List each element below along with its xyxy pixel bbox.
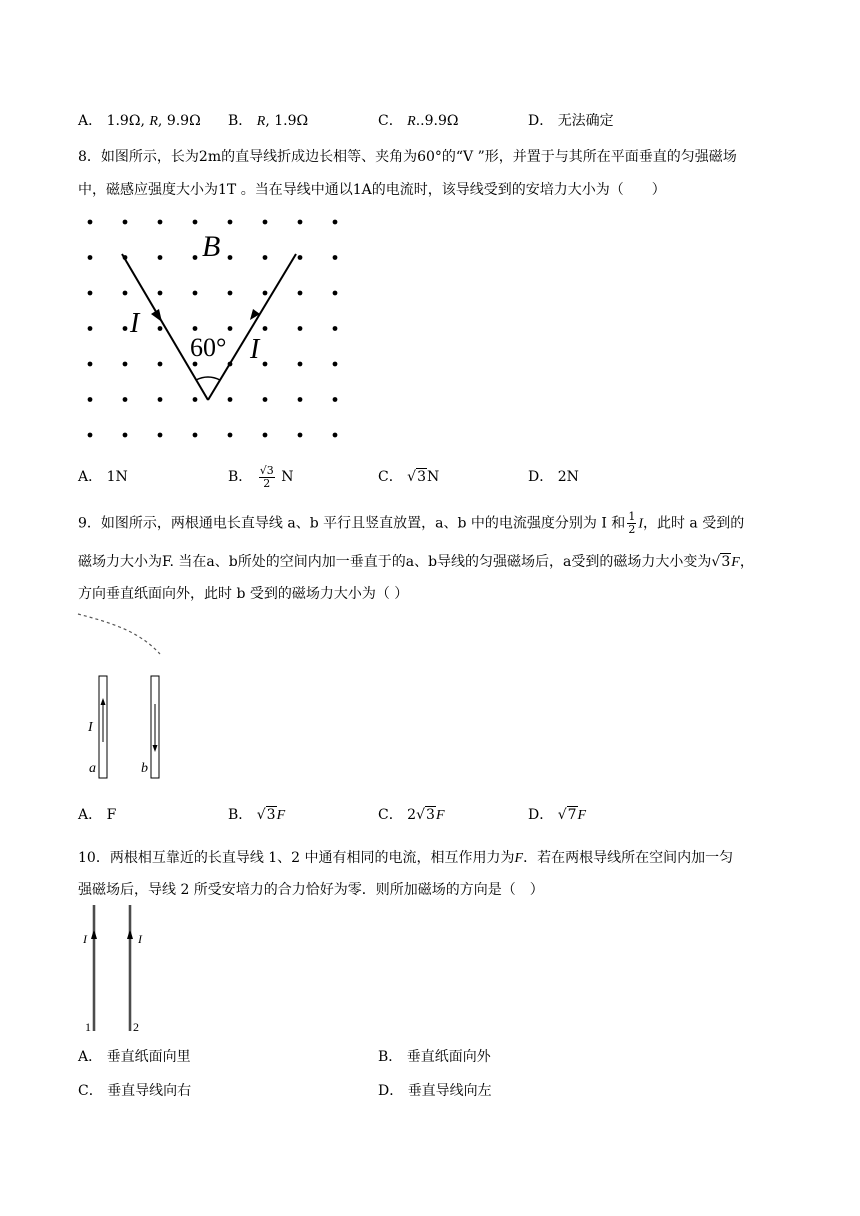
field-dot (228, 433, 233, 438)
square-root: √3 (256, 807, 276, 823)
option-text: 无法确定 (557, 113, 614, 129)
q8-option-c (378, 467, 439, 487)
field-dot (298, 362, 303, 367)
field-dot (88, 255, 93, 260)
option-label: B． (378, 1049, 403, 1065)
field-dot (123, 220, 128, 225)
q10-stem-line-2: 强磁场后，导线 2 所受安培力的合力恰好为零．则所加磁场的方向是（ ） (78, 882, 544, 898)
field-dot (263, 362, 268, 367)
option-text: 垂直导线向右 (107, 1083, 192, 1099)
option-var: F (435, 808, 445, 823)
field-dot (193, 433, 198, 438)
option-var: F (577, 808, 587, 823)
q8-option-b (228, 456, 293, 498)
q9-stem-line-2 (78, 552, 754, 573)
q7-option-b (228, 111, 308, 132)
field-dot (263, 326, 268, 331)
q10-option-c (78, 1081, 191, 1101)
q9-option-a (78, 805, 116, 825)
stem-text: 磁场力大小为F. 当在a、b所处的空间内加一垂直于的a、b导线的匀强磁场后，a受到的磁场力大小变为 (78, 554, 712, 570)
option-text: , 9.9Ω (157, 113, 201, 129)
square-root: √3 (416, 807, 435, 823)
field-dot (123, 362, 128, 367)
current-label-2: I (138, 932, 142, 946)
option-text: 2N (557, 469, 579, 485)
field-dot (228, 291, 233, 296)
q8-option-d (528, 467, 579, 487)
field-dot (88, 326, 93, 331)
fraction-numerator: √3 (259, 463, 274, 477)
field-dot (158, 362, 163, 367)
current-label-left: I (130, 308, 140, 339)
field-dot (228, 397, 233, 402)
q8-stem-line-1: 8．如图所示，长为2m的直导线折成边长相等、夹角为60°的“V ”形，并置于与其所在平面垂直的匀强磁场 (78, 149, 737, 165)
q9-figure (78, 612, 178, 782)
field-dot (298, 255, 303, 260)
radicand: 3 (266, 807, 276, 823)
option-coef: 2 (407, 807, 417, 823)
field-dot (158, 255, 163, 260)
option-label: B． (228, 469, 253, 485)
stem-text: 9．如图所示，两根通电长直导线 a、b 平行且竖直放置，a、b 中的电流强度分别为 I 和 (78, 515, 626, 532)
q7-option-d (528, 111, 614, 131)
option-text: 垂直纸面向外 (406, 1049, 491, 1065)
field-dot (123, 326, 128, 331)
field-dot (333, 362, 338, 367)
option-var: F (276, 808, 286, 823)
option-text: 垂直导线向左 (407, 1083, 492, 1099)
fraction (627, 511, 636, 536)
fraction-numerator: 1 (628, 510, 636, 523)
field-dot (228, 220, 233, 225)
option-label: A． (78, 1049, 103, 1065)
field-dot (88, 397, 93, 402)
stem-var: F (514, 851, 524, 866)
option-unit: N (281, 469, 294, 485)
field-dot (333, 255, 338, 260)
wire-2-label: 2 (133, 1020, 139, 1034)
q8-option-a (78, 467, 128, 487)
option-label: B． (228, 807, 253, 823)
fraction (259, 465, 275, 490)
option-label: A． (78, 469, 103, 485)
stem-text: ．若在两根导线所在空间内加一匀 (523, 850, 734, 866)
option-label: D． (528, 113, 554, 129)
field-dot (158, 433, 163, 438)
field-dot (298, 291, 303, 296)
wire-b-label: b (141, 761, 148, 776)
field-dot (158, 397, 163, 402)
stem-text: 10．两根相互靠近的长直导线 1、2 中通有相同的电流，相互作用力为 (78, 850, 515, 866)
field-dot (298, 220, 303, 225)
q9-stem-line-1 (78, 511, 744, 536)
wire-1-label: 1 (85, 1020, 91, 1034)
field-dot (88, 291, 93, 296)
field-dot (158, 326, 163, 331)
field-dot (193, 362, 198, 367)
option-var: R (149, 114, 158, 129)
option-text: ..9.9Ω (415, 113, 459, 129)
option-text: 1N (106, 469, 128, 485)
square-root: √3 (711, 554, 731, 570)
stem-text: ， (739, 554, 754, 570)
option-label: C． (378, 113, 403, 129)
q10-option-b (378, 1047, 491, 1067)
field-dot (193, 326, 198, 331)
field-dot (158, 291, 163, 296)
field-dot (263, 433, 268, 438)
current-label-1: I (83, 932, 87, 946)
field-dot (333, 433, 338, 438)
field-dot (333, 291, 338, 296)
option-label: C． (378, 469, 403, 485)
field-dot (333, 220, 338, 225)
field-dot (193, 255, 198, 260)
field-dot (263, 291, 268, 296)
option-label: D． (528, 469, 554, 485)
option-label: C． (78, 1083, 103, 1099)
field-dot (193, 220, 198, 225)
q10-figure (80, 905, 160, 1035)
field-dot (158, 220, 163, 225)
field-dot (123, 291, 128, 296)
q9-option-c (378, 805, 445, 826)
field-dot (123, 397, 128, 402)
field-dot (333, 397, 338, 402)
field-dot (228, 326, 233, 331)
wire-a-label: a (89, 761, 96, 776)
magnetic-field-label: B (202, 230, 221, 263)
stem-text: ，此时 a 受到的 (642, 515, 745, 532)
field-dot (193, 397, 198, 402)
option-label: A． (78, 807, 103, 823)
field-dot (298, 433, 303, 438)
angle-label: 60° (190, 333, 227, 362)
stem-var: I (638, 516, 643, 532)
field-dot (193, 291, 198, 296)
field-dot (263, 397, 268, 402)
q7-option-c (378, 111, 459, 132)
radicand: 3 (426, 807, 435, 823)
option-label: A． (78, 113, 103, 129)
option-unit: N (427, 469, 440, 485)
option-label: B． (228, 113, 253, 129)
q8-stem-line-2: 中，磁感应强度大小为1T 。当在导线中通以1A的电流时，该导线受到的安培力大小为（ ） (78, 182, 666, 198)
option-text: F (106, 807, 117, 823)
option-label: C． (378, 807, 403, 823)
field-dot (333, 326, 338, 331)
field-dot (298, 326, 303, 331)
field-dot (88, 433, 93, 438)
field-dot (298, 397, 303, 402)
option-text: 垂直纸面向里 (106, 1049, 191, 1065)
q7-option-a (78, 111, 201, 132)
option-label: D． (378, 1083, 404, 1099)
option-var: R (256, 114, 266, 129)
q9-option-d (528, 805, 586, 826)
option-label: D． (528, 807, 554, 823)
field-dot (263, 255, 268, 260)
q9-stem-line-3: 方向垂直纸面向外，此时 b 受到的磁场力大小为（ ） (78, 586, 409, 602)
radicand: 3 (721, 554, 731, 570)
q9-option-b (228, 805, 285, 826)
square-root: √7 (557, 807, 577, 823)
field-dot (228, 255, 233, 260)
stem-var: F (731, 555, 740, 570)
option-text: , (140, 113, 145, 129)
field-dot (88, 220, 93, 225)
field-dot (123, 433, 128, 438)
radicand: 7 (567, 807, 577, 823)
option-text: 1.9Ω (106, 113, 141, 129)
square-root: √3 (407, 469, 427, 485)
q8-figure (80, 210, 350, 445)
radicand: 3 (417, 469, 427, 485)
field-dot (88, 362, 93, 367)
current-label: I (88, 720, 93, 735)
q10-option-a (78, 1047, 191, 1067)
fraction-denominator: 2 (263, 476, 271, 490)
q10-stem-line-1 (78, 848, 733, 869)
option-text: , 1.9Ω (265, 113, 309, 129)
field-dot (263, 220, 268, 225)
q10-option-d (378, 1081, 492, 1101)
fraction-denominator: 2 (628, 523, 636, 536)
option-var: R (407, 114, 416, 129)
current-label-right: I (250, 334, 260, 365)
